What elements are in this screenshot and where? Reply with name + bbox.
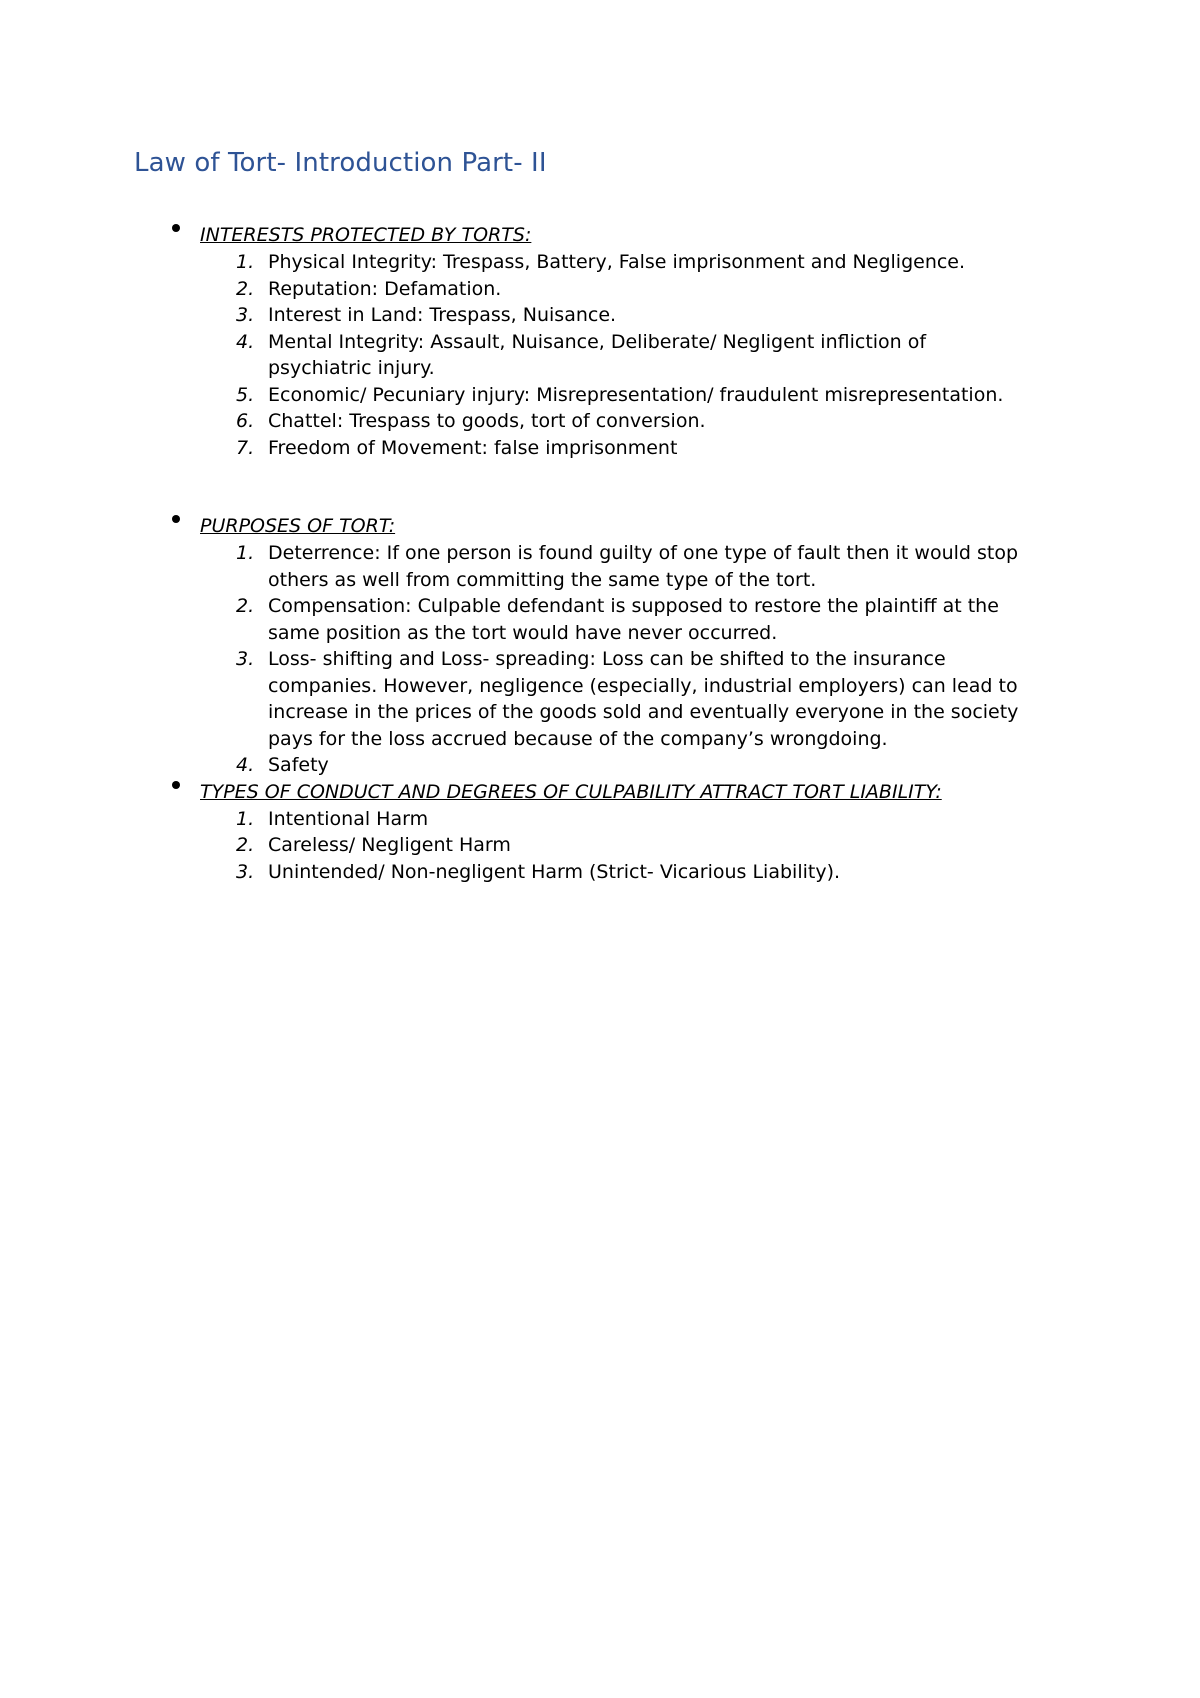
list-item: Careless/ Negligent Harm xyxy=(268,834,511,856)
section-heading: INTERESTS PROTECTED BY TORTS: xyxy=(200,224,532,246)
bullet-dot-icon xyxy=(172,781,180,789)
section-interests-protected xyxy=(134,222,1034,461)
section-spacer xyxy=(134,461,1034,513)
section-heading: PURPOSES OF TORT: xyxy=(200,515,396,537)
list-item: Compensation: Culpable defendant is supposed to restore the plaintiff at the same position as the tort would have never occurred. xyxy=(268,595,999,644)
document-body xyxy=(134,148,1034,885)
list-item: Interest in Land: Trespass, Nuisance. xyxy=(268,304,617,326)
list-item: Loss- shifting and Loss- spreading: Loss can be shifted to the insurance companies. However, negligence (especially, industrial employers) can lead to increase in the prices of the goods sold and eventually everyone in the society pays for the loss accrued because of the company’s wrongdoing. xyxy=(268,648,1019,750)
list-item: Chattel: Trespass to goods, tort of conversion. xyxy=(268,410,706,432)
list-item: Mental Integrity: Assault, Nuisance, Deliberate/ Negligent infliction of psychiatric injury. xyxy=(268,330,927,379)
section-items xyxy=(200,806,1034,886)
section-types-of-conduct xyxy=(134,779,1034,886)
list-item: Reputation: Defamation. xyxy=(268,277,502,300)
section-list xyxy=(134,222,1034,885)
list-item: Deterrence: If one person is found guilty of one type of fault then it would stop others as well from committing the same type of the tort. xyxy=(268,542,1019,591)
section-items xyxy=(200,540,1034,779)
section-items xyxy=(200,249,1034,461)
section-heading: TYPES OF CONDUCT AND DEGREES OF CULPABILITY ATTRACT TORT LIABILITY: xyxy=(200,780,942,803)
bullet-dot-icon xyxy=(172,515,180,523)
list-item: Economic/ Pecuniary injury: Misrepresentation/ fraudulent misrepresentation. xyxy=(268,383,1004,406)
list-item: Physical Integrity: Trespass, Battery, False imprisonment and Negligence. xyxy=(268,251,966,273)
bullet-dot-icon xyxy=(172,224,180,232)
list-item: Intentional Harm xyxy=(268,807,429,830)
list-item: Unintended/ Non-negligent Harm (Strict- Vicarious Liability). xyxy=(268,860,841,883)
page-title: Law of Tort- Introduction Part- II xyxy=(134,148,547,178)
list-item: Safety xyxy=(268,754,329,776)
section-purposes-of-tort xyxy=(134,513,1034,779)
list-item: Freedom of Movement: false imprisonment xyxy=(268,436,678,459)
